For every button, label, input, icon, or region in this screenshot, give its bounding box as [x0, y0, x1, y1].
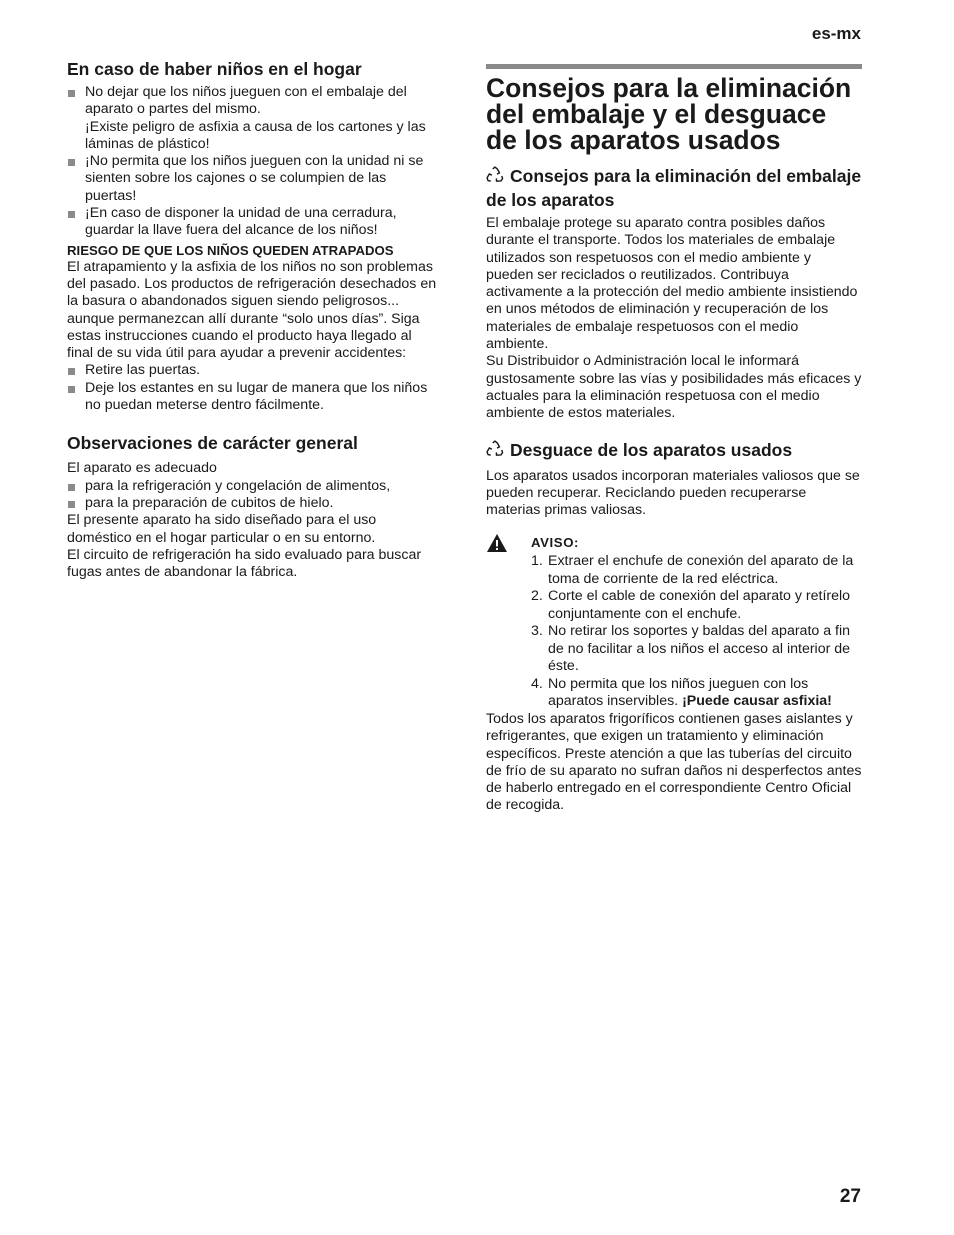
- step-emphasis: ¡Puede causar asfixia!: [682, 693, 832, 710]
- left-column: [67, 58, 439, 581]
- section-title-children: En caso de haber niños en el hogar: [67, 59, 362, 79]
- list-item: [531, 676, 862, 711]
- list-item: [67, 205, 439, 240]
- page-number: 27: [839, 1186, 861, 1207]
- subsection-title-text: Consejos para la eliminación del embalaje de los aparatos: [486, 166, 862, 210]
- right-column: [486, 64, 862, 815]
- warning-triangle-icon: [486, 533, 508, 558]
- square-bullet-icon: [68, 211, 75, 218]
- language-code: es-mx: [811, 24, 861, 43]
- list-item: [531, 553, 862, 588]
- recycle-icon: [486, 166, 504, 189]
- list-item: [67, 478, 439, 495]
- risk-bullet-list: [67, 362, 439, 414]
- step-text: Extraer el enchufe de conexión del aparato de la toma de corriente de la red eléctrica.: [548, 553, 854, 587]
- closing-paragraph: Todos los aparatos frigoríficos contienen gases aislantes y refrigerantes, que exigen un tratamiento y eliminación específicos. Preste atención a que las tuberías del circuito de frío de su aparato no sufran daños ni desperfectos antes de haberlo entregado en el correspondiente Centro Oficial de recogida.: [486, 710, 862, 814]
- packaging-paragraph: Su Distribuidor o Administración local le informará gustosamente sobre las vías y posibilidades más eficaces y actuales para la eliminación respetuosa con el medio ambiente de estos materiales.: [486, 353, 862, 422]
- warning-steps: [486, 553, 862, 711]
- list-item: [67, 495, 439, 512]
- section-rule: [486, 64, 862, 69]
- warning-block: [486, 533, 862, 553]
- list-item-text: para la preparación de cubitos de hielo.: [85, 494, 334, 511]
- step-number: 2.: [531, 588, 543, 605]
- square-bullet-icon: [68, 90, 75, 97]
- list-item-text: No dejar que los niños jueguen con el embalaje del aparato o partes del mismo.: [85, 84, 407, 118]
- list-item: [67, 380, 439, 415]
- risk-paragraph: El atrapamiento y la asfixia de los niños no son problemas del pasado. Los productos de refrigeración desechados en la basura o abandonados siguen siendo peligrosos... aunque permanezcan allí durante “solo unos días”. Siga estas instrucciones cuando el producto haya llegado al final de su vida útil para ayudar a prevenir accidentes:: [67, 258, 437, 362]
- subsection-title-packaging: [486, 165, 862, 211]
- warning-label: AVISO:: [531, 535, 580, 551]
- step-number: 1.: [531, 553, 543, 570]
- disposal-paragraph: Los aparatos usados incorporan materiales valiosos que se pueden recuperar. Reciclando pueden recuperarse materias primas valiosas.: [486, 467, 860, 519]
- list-item: [67, 153, 439, 205]
- list-item: [531, 623, 862, 676]
- list-item-text: Deje los estantes en su lugar de manera que los niños no puedan meterse dentro fácilmente.: [85, 379, 428, 414]
- step-number: 4.: [531, 675, 543, 692]
- square-bullet-icon: [68, 159, 75, 166]
- list-item-text: para la refrigeración y congelación de alimentos,: [85, 477, 391, 494]
- step-text: No permita que los niños jueguen con los aparatos inservibles.: [548, 675, 809, 710]
- subsection-title-text: Desguace de los aparatos usados: [510, 439, 793, 460]
- list-item: [531, 588, 862, 623]
- general-bullet-list: [67, 478, 439, 513]
- list-item-text: Retire las puertas.: [85, 362, 201, 379]
- list-item: [67, 362, 439, 379]
- general-intro: El aparato es adecuado: [67, 460, 217, 477]
- section-title-general: Observaciones de carácter general: [67, 433, 358, 454]
- step-number: 3.: [531, 623, 543, 640]
- general-paragraph: El circuito de refrigeración ha sido evaluado para buscar fugas antes de abandonar la fábrica.: [67, 546, 422, 581]
- step-text: No retirar los soportes y baldas del aparato a fin de no facilitar a los niños el acceso al interior de éste.: [548, 623, 851, 675]
- square-bullet-icon: [68, 386, 75, 393]
- children-bullet-list: [67, 84, 439, 240]
- subsection-title-disposal: [486, 439, 862, 463]
- square-bullet-icon: [68, 484, 75, 491]
- recycle-icon: [486, 440, 504, 463]
- list-item-text: ¡No permita que los niños jueguen con la unidad ni se sienten sobre los cajones o se columpien de las puertas!: [85, 153, 424, 204]
- list-item-text: ¡Existe peligro de asfixia a causa de los cartones y las láminas de plástico!: [85, 118, 426, 152]
- packaging-paragraph: El embalaje protege su aparato contra posibles daños durante el transporte. Todos los materiales de embalaje utilizados son respetuosos con el medio ambiente y pueden ser reciclados o reutilizados. Contribuya activamente a la protección del medio ambiente insistiendo en unos métodos de eliminación y recuperación de los materiales de embalaje respetuosos con el medio ambiente.: [486, 215, 858, 353]
- risk-heading: RIESGO DE QUE LOS NIÑOS QUEDEN ATRAPADOS: [67, 242, 394, 258]
- list-item-text: ¡En caso de disponer la unidad de una cerradura, guardar la llave fuera del alcance de los niños!: [85, 205, 397, 239]
- main-title: Consejos para la eliminación del embalaje y el desguace de los aparatos usados: [486, 73, 852, 155]
- list-item: [67, 84, 439, 153]
- step-text: Corte el cable de conexión del aparato y retírelo conjuntamente con el enchufe.: [548, 588, 851, 622]
- square-bullet-icon: [68, 501, 75, 508]
- general-paragraph: El presente aparato ha sido diseñado para el uso doméstico en el hogar particular o en su entorno.: [67, 512, 377, 546]
- square-bullet-icon: [68, 368, 75, 375]
